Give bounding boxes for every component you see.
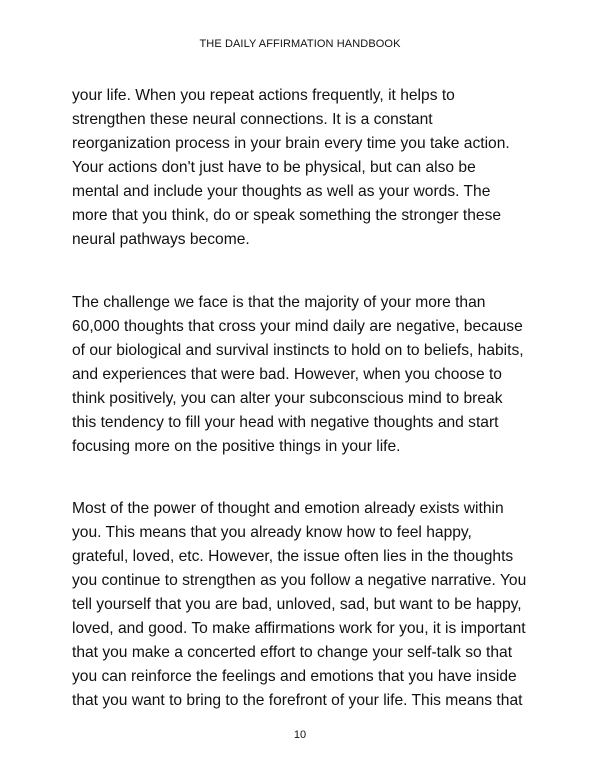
paragraph-3-line-5: tell yourself that you are bad, unloved, sad, but want to be happy, [72,596,522,613]
page-number: 10 [293,729,307,741]
paragraph-3-line-4: you continue to strengthen as you follow a negative narrative. You [72,572,527,589]
paragraph-3-line-8: you can reinforce the feelings and emotions that you have inside [72,668,517,685]
paragraph-2-line-4: and experiences that were bad. However, when you choose to [72,366,502,383]
paragraph-1-line-7: neural pathways become. [72,231,250,248]
paragraph-1-line-1: your life. When you repeat actions frequently, it helps to [72,87,455,104]
paragraph-2-line-2: 60,000 thoughts that cross your mind daily are negative, because [72,318,523,335]
paragraph-3-line-1: Most of the power of thought and emotion already exists within [72,500,504,517]
paragraph-1-line-4: Your actions don't just have to be physical, but can also be [72,159,476,176]
paragraph-3-line-6: loved, and good. To make affirmations work for you, it is important [72,620,526,637]
paragraph-2-line-1: The challenge we face is that the majority of your more than [72,294,486,311]
paragraph-1-line-3: reorganization process in your brain every time you take action. [72,135,510,152]
paragraph-2-line-5: think positively, you can alter your subconscious mind to break [72,390,503,407]
paragraph-2-line-6: this tendency to fill your head with negative thoughts and start [72,414,499,431]
paragraph-1-line-6: more that you think, do or speak something the stronger these [72,207,502,224]
paragraph-2-line-3: of our biological and survival instincts to hold on to beliefs, habits, [72,342,524,359]
paragraph-3-line-7: that you make a concerted effort to change your self-talk so that [72,644,513,661]
page-header: THE DAILY AFFIRMATION HANDBOOK [199,38,401,50]
paragraph-3-line-3: grateful, loved, etc. However, the issue often lies in the thoughts [72,548,514,565]
paragraph-3-line-9: that you want to bring to the forefront of your life. This means that [72,692,523,709]
paragraph-1-line-2: strengthen these neural connections. It is a constant [72,111,433,128]
paragraph-1-line-5: mental and include your thoughts as well as your words. The [72,183,491,200]
paragraph-2-line-7: focusing more on the positive things in your life. [72,438,401,455]
paragraph-3-line-2: you. This means that you already know how to feel happy, [72,524,472,541]
